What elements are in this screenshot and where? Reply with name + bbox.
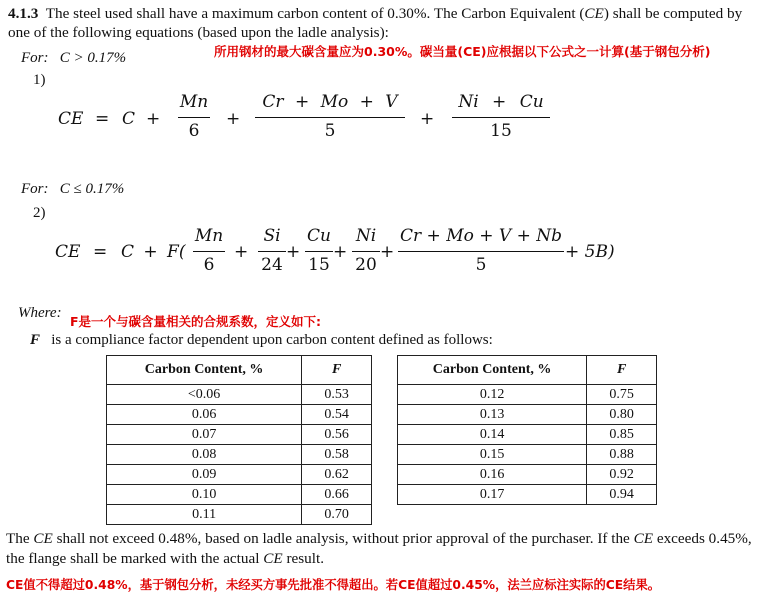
- table-header-f: F: [587, 356, 657, 385]
- ce-symbol: CE: [33, 530, 53, 547]
- eq1-plus-2: +: [226, 109, 241, 129]
- f-cell: 0.53: [302, 385, 372, 405]
- eq2-t5-den: 5: [475, 255, 487, 275]
- cn-note-2: F是一个与碳含量相关的合规系数，定义如下:: [70, 314, 322, 329]
- eq1-term-mn: [178, 92, 210, 144]
- eq1-t2-num: Cr + Mo + V: [262, 92, 398, 112]
- carbon-cell: 0.16: [398, 465, 587, 485]
- eq1-term-crmov: [255, 92, 405, 144]
- eq1-equals: =: [95, 109, 110, 129]
- carbon-cell: 0.09: [107, 465, 302, 485]
- eq2-t1-den: 6: [203, 255, 215, 275]
- eq2-t4-num: Ni: [355, 226, 377, 246]
- f-cell: 0.92: [587, 465, 657, 485]
- fraction-bar: [398, 251, 564, 252]
- f-cell: 0.62: [302, 465, 372, 485]
- f-cell: 0.66: [302, 485, 372, 505]
- fraction-bar: [352, 251, 380, 252]
- eq1-lhs: CE: [58, 109, 84, 129]
- where-label: Where:: [18, 305, 62, 321]
- carbon-cell: 0.06: [107, 405, 302, 425]
- table-header-carbon: Carbon Content, %: [107, 356, 302, 385]
- table-row: [107, 485, 372, 505]
- closing-text-a: The: [6, 530, 34, 547]
- f-cell: 0.85: [587, 425, 657, 445]
- f-cell: 0.80: [587, 405, 657, 425]
- table-row: [398, 385, 657, 405]
- f-cell: 0.70: [302, 505, 372, 525]
- eq2-t2-num: Si: [263, 226, 281, 246]
- eq2-term-ni: [352, 226, 380, 278]
- eq2-t5-num: Cr + Mo + V + Nb: [400, 226, 562, 246]
- fraction-bar: [193, 251, 225, 252]
- table-row: [107, 385, 372, 405]
- carbon-cell: 0.12: [398, 385, 587, 405]
- table-row: [107, 405, 372, 425]
- carbon-cell: 0.07: [107, 425, 302, 445]
- carbon-cell: 0.10: [107, 485, 302, 505]
- cn-note-3: CE值不得超过0.48%，基于钢包分析，未经买方事先批准不得超出。若CE值超过0.45%，法兰应标注实际的CE结果。: [6, 578, 661, 592]
- carbon-cell: 0.17: [398, 485, 587, 505]
- table-header-carbon: Carbon Content, %: [398, 356, 587, 385]
- eq2-term-cu: [305, 226, 333, 278]
- eq2-term-si: [258, 226, 286, 278]
- f-definition: [30, 332, 493, 349]
- eq1-term-nicu: [452, 92, 550, 144]
- eq2-lhs: CE: [55, 242, 81, 262]
- fraction-bar: [178, 117, 210, 118]
- table-row: [398, 405, 657, 425]
- table-row: [107, 505, 372, 525]
- case1-number: 1): [33, 72, 46, 88]
- f-table-left: [106, 355, 372, 525]
- eq2-plus-4: +: [380, 242, 395, 262]
- eq2-t1-num: Mn: [194, 226, 224, 246]
- eq2-t3-den: 15: [308, 255, 330, 275]
- table-row: [398, 485, 657, 505]
- eq2-t3-num: Cu: [307, 226, 331, 246]
- closing-text-b: shall not exceed 0.48%, based on ladle analysis, without prior approval of the purchaser. If the: [52, 530, 634, 547]
- f-cell: 0.54: [302, 405, 372, 425]
- f-cell: 0.58: [302, 445, 372, 465]
- clause-number: 4.1.3: [8, 5, 39, 22]
- carbon-cell: 0.14: [398, 425, 587, 445]
- eq1-t3-den: 15: [490, 121, 512, 141]
- carbon-cell: 0.11: [107, 505, 302, 525]
- case2-for-label: For:: [21, 181, 49, 197]
- table-header-f: F: [302, 356, 372, 385]
- eq1-t1-num: Mn: [179, 92, 209, 112]
- eq2-term-crmovnb: [398, 226, 564, 278]
- eq2-plus-3: +: [333, 242, 348, 262]
- f-cell: 0.88: [587, 445, 657, 465]
- f-cell: 0.75: [587, 385, 657, 405]
- carbon-cell: <0.06: [107, 385, 302, 405]
- case2-condition-text: C ≤ 0.17%: [59, 181, 125, 197]
- table-header-row: [107, 356, 372, 385]
- ce-symbol: CE: [263, 550, 283, 567]
- table-row: [107, 425, 372, 445]
- table-row: [107, 445, 372, 465]
- eq2-term-mn: [193, 226, 225, 278]
- fraction-bar: [305, 251, 333, 252]
- carbon-cell: 0.15: [398, 445, 587, 465]
- closing-text-c: exceeds 0.45%, the flange shall be marked with the actual: [6, 530, 752, 567]
- fraction-bar: [452, 117, 550, 118]
- carbon-cell: 0.13: [398, 405, 587, 425]
- eq2-plus-1: +: [234, 242, 249, 262]
- ce-symbol: CE: [633, 530, 654, 547]
- table-row: [398, 425, 657, 445]
- clause-text-a: The steel used shall have a maximum carbon content of 0.30%. The Carbon Equivalent (: [45, 5, 585, 22]
- eq1-plus-3: +: [420, 109, 435, 129]
- carbon-cell: 0.08: [107, 445, 302, 465]
- eq1-t2-den: 5: [324, 121, 336, 141]
- case2-number: 2): [33, 205, 46, 221]
- table-row: [398, 465, 657, 485]
- closing-text-d: result.: [282, 550, 325, 567]
- clause-text-b: ) shall be computed by one of the following equations (based upon the ladle analysis):: [8, 5, 743, 41]
- table-row: [398, 445, 657, 465]
- table-row: [107, 465, 372, 485]
- f-definition-text: is a compliance factor dependent upon carbon content defined as follows:: [51, 332, 493, 348]
- f-cell: 0.94: [587, 485, 657, 505]
- closing-paragraph: [6, 529, 766, 569]
- eq2-t2-den: 24: [261, 255, 283, 275]
- ce-symbol: CE: [584, 5, 604, 22]
- eq2-plus-2: +: [286, 242, 301, 262]
- case1-condition: [21, 50, 126, 67]
- eq1-plus-1: +: [146, 109, 161, 129]
- f-cell: 0.56: [302, 425, 372, 445]
- fraction-bar: [255, 117, 405, 118]
- eq1-c: C: [122, 109, 136, 129]
- eq1-t1-den: 6: [188, 121, 200, 141]
- clause-paragraph: [8, 4, 765, 42]
- case1-condition-text: C > 0.17%: [59, 50, 127, 66]
- eq2-equals: =: [93, 242, 108, 262]
- cn-note-1: 所用钢材的最大碳含量应为0.30%。碳当量(CE)应根据以下公式之一计算(基于钢包分析): [214, 44, 711, 59]
- f-table-right: [397, 355, 657, 505]
- eq2-tail: + 5B): [565, 242, 615, 262]
- eq2-t4-den: 20: [355, 255, 377, 275]
- fraction-bar: [258, 251, 286, 252]
- case1-for-label: For:: [21, 50, 49, 66]
- case2-condition: [21, 181, 124, 198]
- eq2-c-f: C + F(: [121, 242, 186, 262]
- table-header-row: [398, 356, 657, 385]
- f-symbol: F: [30, 332, 41, 348]
- eq1-t3-num: Ni + Cu: [458, 92, 544, 112]
